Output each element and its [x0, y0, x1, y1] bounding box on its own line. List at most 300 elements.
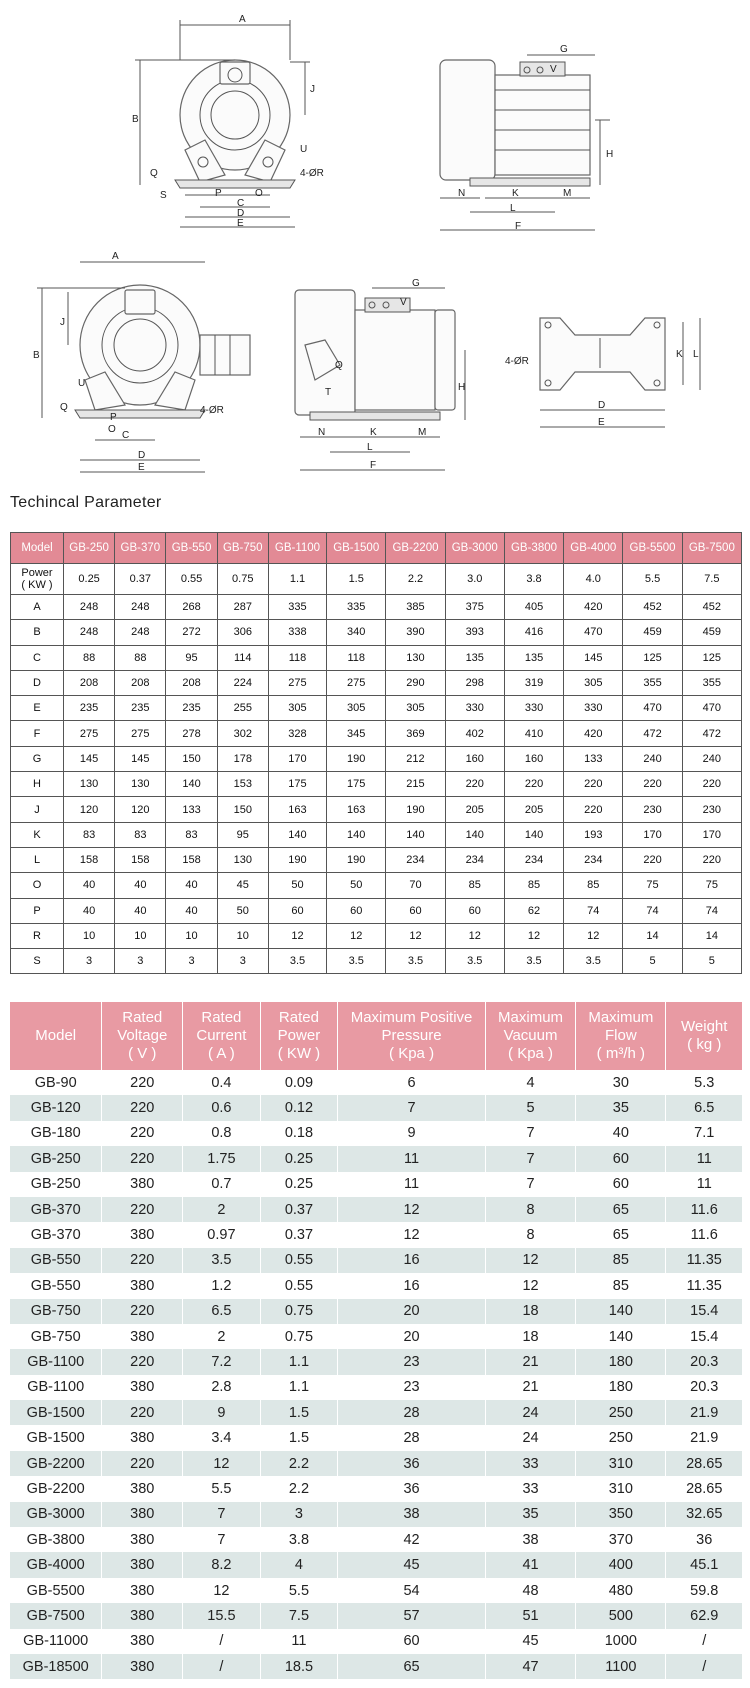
dim-cell: 5 [682, 949, 741, 974]
perf-model-cell: GB-2200 [10, 1451, 102, 1476]
perf-cell: 65 [576, 1222, 666, 1247]
perf-cell: 0.37 [260, 1197, 338, 1222]
perf-model-cell: GB-250 [10, 1146, 102, 1171]
dim-cell: 452 [623, 595, 682, 620]
dim-cell: 62 [504, 898, 563, 923]
dim-cell: 215 [386, 772, 445, 797]
perf-cell: 380 [102, 1527, 183, 1552]
fig3-label-j: J [60, 317, 65, 328]
perf-cell: 5.3 [666, 1070, 742, 1095]
fig1-label-p: P [215, 188, 222, 199]
perf-cell: 35 [485, 1502, 575, 1527]
dim-cell: 248 [64, 595, 115, 620]
dim-cell: 133 [166, 797, 217, 822]
perf-header-line: Maximum Positive [350, 1009, 473, 1026]
dim-cell: 230 [623, 797, 682, 822]
dimension-table-row [11, 696, 742, 721]
fig3-label-e: E [138, 462, 145, 473]
perf-header-cell [10, 1002, 102, 1070]
performance-table-row [10, 1121, 742, 1146]
perf-cell: 220 [102, 1248, 183, 1273]
perf-cell: 28 [338, 1400, 486, 1425]
perf-model-cell: GB-11000 [10, 1629, 102, 1654]
dim-row-label: J [11, 797, 64, 822]
power-cell: 0.55 [166, 564, 217, 595]
dim-cell: 220 [564, 772, 623, 797]
perf-cell: 60 [338, 1629, 486, 1654]
dim-row-label: B [11, 620, 64, 645]
dim-cell: 220 [564, 797, 623, 822]
perf-cell: 1100 [576, 1654, 666, 1679]
fig1-label-q: Q [150, 168, 158, 179]
performance-table-row [10, 1324, 742, 1349]
performance-table-row [10, 1400, 742, 1425]
perf-cell: 180 [576, 1349, 666, 1374]
perf-cell: 16 [338, 1248, 486, 1273]
dimension-table-row [11, 949, 742, 974]
dim-cell: 208 [166, 670, 217, 695]
performance-table-row [10, 1248, 742, 1273]
dim-cell: 95 [217, 822, 268, 847]
perf-header-line: Rated [122, 1009, 163, 1026]
perf-cell: 11 [260, 1629, 338, 1654]
perf-cell: 380 [102, 1324, 183, 1349]
dim-cell: 95 [166, 645, 217, 670]
dim-cell: 140 [386, 822, 445, 847]
perf-cell: 1.75 [183, 1146, 261, 1171]
perf-cell: / [183, 1629, 261, 1654]
performance-table-row [10, 1172, 742, 1197]
perf-cell: 140 [576, 1324, 666, 1349]
dim-cell: 10 [217, 923, 268, 948]
dim-cell: 190 [268, 847, 326, 872]
dim-cell: 416 [504, 620, 563, 645]
dim-cell: 452 [682, 595, 741, 620]
dim-cell: 330 [504, 696, 563, 721]
fig2-label-k: K [512, 188, 519, 199]
perf-cell: 1.1 [260, 1349, 338, 1374]
perf-cell: 18.5 [260, 1654, 338, 1679]
perf-cell: 6 [338, 1070, 486, 1095]
dim-cell: 220 [445, 772, 504, 797]
perf-cell: 12 [485, 1273, 575, 1298]
perf-cell: 23 [338, 1375, 486, 1400]
fig3-label-d: D [138, 450, 146, 461]
perf-cell: 8.2 [183, 1552, 261, 1577]
dimension-table-row [11, 797, 742, 822]
perf-cell: 0.25 [260, 1146, 338, 1171]
dim-header-cell: GB-370 [115, 533, 166, 564]
dim-cell: 3 [64, 949, 115, 974]
dim-cell: 190 [386, 797, 445, 822]
fig3-label-p: P [110, 412, 117, 423]
dim-cell: 145 [564, 645, 623, 670]
performance-table-row [10, 1425, 742, 1450]
perf-cell: 7 [183, 1502, 261, 1527]
fig1-label-b: B [132, 114, 139, 125]
perf-cell: 16 [338, 1273, 486, 1298]
dim-cell: 472 [623, 721, 682, 746]
fig3-label-o: O [108, 424, 116, 435]
perf-cell: 65 [338, 1654, 486, 1679]
dim-row-label: S [11, 949, 64, 974]
dim-cell: 40 [115, 898, 166, 923]
dimension-table-row [11, 670, 742, 695]
dim-cell: 3 [166, 949, 217, 974]
perf-cell: 57 [338, 1603, 486, 1628]
dim-cell: 402 [445, 721, 504, 746]
perf-cell: 220 [102, 1451, 183, 1476]
dim-cell: 158 [64, 847, 115, 872]
dim-cell: 340 [327, 620, 386, 645]
dim-row-label: L [11, 847, 64, 872]
dim-row-label: O [11, 873, 64, 898]
perf-cell: 0.55 [260, 1248, 338, 1273]
perf-cell: 0.4 [183, 1070, 261, 1095]
dim-header-cell: GB-3800 [504, 533, 563, 564]
perf-cell: 59.8 [666, 1578, 742, 1603]
dim-cell: 275 [64, 721, 115, 746]
dim-cell: 170 [268, 746, 326, 771]
dim-row-label: K [11, 822, 64, 847]
dim-cell: 10 [166, 923, 217, 948]
perf-model-cell: GB-3000 [10, 1502, 102, 1527]
perf-cell: 1000 [576, 1629, 666, 1654]
performance-table-row [10, 1578, 742, 1603]
dim-header-cell: GB-550 [166, 533, 217, 564]
dim-cell: 153 [217, 772, 268, 797]
power-cell: 0.37 [115, 564, 166, 595]
perf-cell: 12 [183, 1578, 261, 1603]
perf-cell: 0.12 [260, 1095, 338, 1120]
dim-cell: 220 [682, 847, 741, 872]
perf-model-cell: GB-18500 [10, 1654, 102, 1679]
perf-cell: 33 [485, 1476, 575, 1501]
perf-cell: 42 [338, 1527, 486, 1552]
perf-cell: 32.65 [666, 1502, 742, 1527]
dim-cell: 85 [445, 873, 504, 898]
perf-cell: 12 [183, 1451, 261, 1476]
perf-cell: 380 [102, 1172, 183, 1197]
technical-drawings-svg [0, 0, 750, 490]
dim-cell: 290 [386, 670, 445, 695]
fig4-label-h: H [458, 382, 466, 393]
dim-cell: 305 [327, 696, 386, 721]
fig3-label-r: 4-ØR [200, 405, 224, 416]
dim-cell: 60 [268, 898, 326, 923]
perf-header-line: ( m³/h ) [596, 1045, 645, 1062]
dim-cell: 193 [564, 822, 623, 847]
perf-cell: 6.5 [666, 1095, 742, 1120]
perf-header-line: Rated [201, 1009, 242, 1026]
perf-cell: 220 [102, 1197, 183, 1222]
perf-cell: 15.4 [666, 1324, 742, 1349]
dim-cell: 88 [64, 645, 115, 670]
drawing-base-plate [505, 318, 700, 428]
dim-header-cell: GB-4000 [564, 533, 623, 564]
dim-cell: 240 [682, 746, 741, 771]
perf-cell: 0.6 [183, 1095, 261, 1120]
fig5-label-r: 4-ØR [505, 356, 529, 367]
dim-cell: 305 [386, 696, 445, 721]
perf-cell: 36 [338, 1476, 486, 1501]
dim-cell: 240 [623, 746, 682, 771]
perf-cell: 2.2 [260, 1476, 338, 1501]
dim-cell: 170 [623, 822, 682, 847]
perf-header-cell [102, 1002, 183, 1070]
perf-header-line: Voltage [117, 1027, 168, 1044]
perf-cell: 500 [576, 1603, 666, 1628]
fig4-label-g: G [412, 278, 420, 289]
dim-cell: 40 [64, 898, 115, 923]
dim-cell: 420 [564, 721, 623, 746]
fig1-label-s: S [160, 190, 167, 201]
fig2-label-m: M [563, 188, 572, 199]
dim-cell: 130 [115, 772, 166, 797]
dim-cell: 170 [682, 822, 741, 847]
performance-table [10, 1002, 742, 1679]
perf-cell: 3.8 [260, 1527, 338, 1552]
dim-cell: 83 [64, 822, 115, 847]
perf-header-line: ( Kpa ) [508, 1045, 554, 1062]
perf-cell: 18 [485, 1299, 575, 1324]
dim-cell: 275 [327, 670, 386, 695]
dim-cell: 75 [682, 873, 741, 898]
perf-cell: 36 [338, 1451, 486, 1476]
dim-cell: 287 [217, 595, 268, 620]
perf-cell: 36 [666, 1527, 742, 1552]
dim-cell: 60 [386, 898, 445, 923]
perf-cell: 47 [485, 1654, 575, 1679]
fig2-label-n: N [458, 188, 466, 199]
dim-header-cell: GB-1100 [268, 533, 326, 564]
performance-table-row [10, 1502, 742, 1527]
dim-cell: 275 [268, 670, 326, 695]
dim-cell: 163 [327, 797, 386, 822]
dim-header-cell: GB-250 [64, 533, 115, 564]
dim-cell: 74 [564, 898, 623, 923]
perf-header-line: Weight [681, 1018, 728, 1035]
perf-cell: 45.1 [666, 1552, 742, 1577]
dim-cell: 50 [327, 873, 386, 898]
perf-cell: 48 [485, 1578, 575, 1603]
perf-cell: 220 [102, 1070, 183, 1095]
perf-cell: 1.2 [183, 1273, 261, 1298]
perf-cell: 45 [338, 1552, 486, 1577]
perf-cell: 220 [102, 1121, 183, 1146]
dim-cell: 345 [327, 721, 386, 746]
perf-cell: 0.55 [260, 1273, 338, 1298]
perf-header-cell [666, 1002, 742, 1070]
perf-cell: 6.5 [183, 1299, 261, 1324]
dim-cell: 118 [327, 645, 386, 670]
perf-cell: 28.65 [666, 1451, 742, 1476]
performance-table-header-row [10, 1002, 742, 1070]
fig2-label-l: L [510, 203, 516, 214]
perf-cell: 0.97 [183, 1222, 261, 1247]
perf-cell: 3.4 [183, 1425, 261, 1450]
perf-cell: 380 [102, 1629, 183, 1654]
dim-cell: 230 [682, 797, 741, 822]
fig1-label-e: E [237, 218, 244, 229]
perf-cell: 18 [485, 1324, 575, 1349]
dim-cell: 60 [327, 898, 386, 923]
perf-header-cell [183, 1002, 261, 1070]
perf-cell: 11.6 [666, 1222, 742, 1247]
perf-model-cell: GB-5500 [10, 1578, 102, 1603]
performance-table-body [10, 1070, 742, 1679]
fig4-label-m: M [418, 427, 427, 438]
perf-cell: 180 [576, 1375, 666, 1400]
dim-cell: 83 [115, 822, 166, 847]
dim-cell: 175 [327, 772, 386, 797]
dim-cell: 234 [564, 847, 623, 872]
dim-cell: 390 [386, 620, 445, 645]
drawing-front-view-2 [33, 251, 250, 473]
dim-cell: 472 [682, 721, 741, 746]
perf-cell: 140 [576, 1299, 666, 1324]
perf-header-line: Power [277, 1027, 321, 1044]
perf-cell: / [666, 1629, 742, 1654]
fig4-label-n: N [318, 427, 326, 438]
dim-cell: 335 [268, 595, 326, 620]
dimension-table-row [11, 721, 742, 746]
perf-cell: 60 [576, 1172, 666, 1197]
perf-cell: 350 [576, 1502, 666, 1527]
perf-cell: 8 [485, 1197, 575, 1222]
perf-cell: 20.3 [666, 1375, 742, 1400]
perf-cell: 28.65 [666, 1476, 742, 1501]
dim-cell: 14 [623, 923, 682, 948]
dimension-table-row [11, 822, 742, 847]
dim-row-label: P [11, 898, 64, 923]
dim-cell: 12 [268, 923, 326, 948]
dim-cell: 220 [623, 847, 682, 872]
dim-cell: 3.5 [504, 949, 563, 974]
perf-header-cell [576, 1002, 666, 1070]
perf-cell: 33 [485, 1451, 575, 1476]
perf-cell: 0.37 [260, 1222, 338, 1247]
perf-cell: 12 [338, 1197, 486, 1222]
dim-cell: 12 [445, 923, 504, 948]
dimension-table-row [11, 620, 742, 645]
dim-cell: 385 [386, 595, 445, 620]
perf-cell: 11 [666, 1146, 742, 1171]
dim-cell: 158 [166, 847, 217, 872]
dimension-drawings [0, 0, 750, 490]
perf-cell: 11.6 [666, 1197, 742, 1222]
dim-cell: 3.5 [564, 949, 623, 974]
fig4-label-l: L [367, 442, 373, 453]
perf-cell: 20 [338, 1299, 486, 1324]
perf-cell: 380 [102, 1222, 183, 1247]
dim-cell: 160 [504, 746, 563, 771]
dim-cell: 70 [386, 873, 445, 898]
perf-cell: 380 [102, 1476, 183, 1501]
power-cell: 3.8 [504, 564, 563, 595]
fig5-label-e: E [598, 417, 605, 428]
dim-cell: 212 [386, 746, 445, 771]
dim-cell: 40 [115, 873, 166, 898]
dim-row-label: F [11, 721, 64, 746]
dim-cell: 50 [268, 873, 326, 898]
perf-cell: 2.8 [183, 1375, 261, 1400]
fig5-label-l: L [693, 349, 699, 360]
perf-cell: 3.5 [183, 1248, 261, 1273]
perf-header-line: ( KW ) [277, 1045, 321, 1062]
performance-table-row [10, 1629, 742, 1654]
perf-cell: 7 [485, 1121, 575, 1146]
perf-header-line: ( V ) [128, 1045, 157, 1062]
perf-header-line: Maximum [588, 1009, 654, 1026]
perf-cell: 40 [576, 1121, 666, 1146]
fig3-label-q: Q [60, 402, 68, 413]
performance-table-row [10, 1527, 742, 1552]
perf-cell: 9 [183, 1400, 261, 1425]
fig3-label-u: U [78, 378, 86, 389]
perf-cell: 250 [576, 1400, 666, 1425]
fig1-label-a: A [239, 14, 246, 25]
perf-cell: 380 [102, 1552, 183, 1577]
dim-cell: 85 [504, 873, 563, 898]
performance-table-row [10, 1146, 742, 1171]
perf-model-cell: GB-180 [10, 1121, 102, 1146]
perf-cell: 5 [485, 1095, 575, 1120]
perf-cell: 400 [576, 1552, 666, 1577]
perf-cell: 2 [183, 1324, 261, 1349]
dim-row-label: G [11, 746, 64, 771]
dim-cell: 140 [327, 822, 386, 847]
dim-cell: 74 [623, 898, 682, 923]
dim-cell: 220 [682, 772, 741, 797]
dim-cell: 83 [166, 822, 217, 847]
perf-cell: 0.8 [183, 1121, 261, 1146]
power-cell: 5.5 [623, 564, 682, 595]
dim-cell: 330 [564, 696, 623, 721]
dimension-table-row [11, 873, 742, 898]
perf-cell: 21.9 [666, 1425, 742, 1450]
perf-cell: 21.9 [666, 1400, 742, 1425]
dim-cell: 135 [504, 645, 563, 670]
perf-cell: 85 [576, 1273, 666, 1298]
perf-header-cell [260, 1002, 338, 1070]
perf-cell: 7.2 [183, 1349, 261, 1374]
dimension-table-row [11, 898, 742, 923]
perf-cell: 1.1 [260, 1375, 338, 1400]
fig2-label-f: F [515, 221, 522, 232]
dim-cell: 114 [217, 645, 268, 670]
perf-model-cell: GB-550 [10, 1273, 102, 1298]
perf-cell: 220 [102, 1095, 183, 1120]
perf-model-cell: GB-1500 [10, 1425, 102, 1450]
dim-header-cell: GB-1500 [327, 533, 386, 564]
fig5-label-k: K [676, 349, 683, 360]
perf-cell: 62.9 [666, 1603, 742, 1628]
perf-cell: 380 [102, 1502, 183, 1527]
dim-header-cell: GB-2200 [386, 533, 445, 564]
dim-cell: 140 [504, 822, 563, 847]
dim-cell: 60 [445, 898, 504, 923]
dim-cell: 328 [268, 721, 326, 746]
perf-cell: 7 [183, 1527, 261, 1552]
perf-cell: 380 [102, 1578, 183, 1603]
dim-cell: 178 [217, 746, 268, 771]
dim-cell: 369 [386, 721, 445, 746]
perf-cell: 20.3 [666, 1349, 742, 1374]
dim-cell: 410 [504, 721, 563, 746]
dim-cell: 3.5 [445, 949, 504, 974]
perf-cell: 3 [260, 1502, 338, 1527]
